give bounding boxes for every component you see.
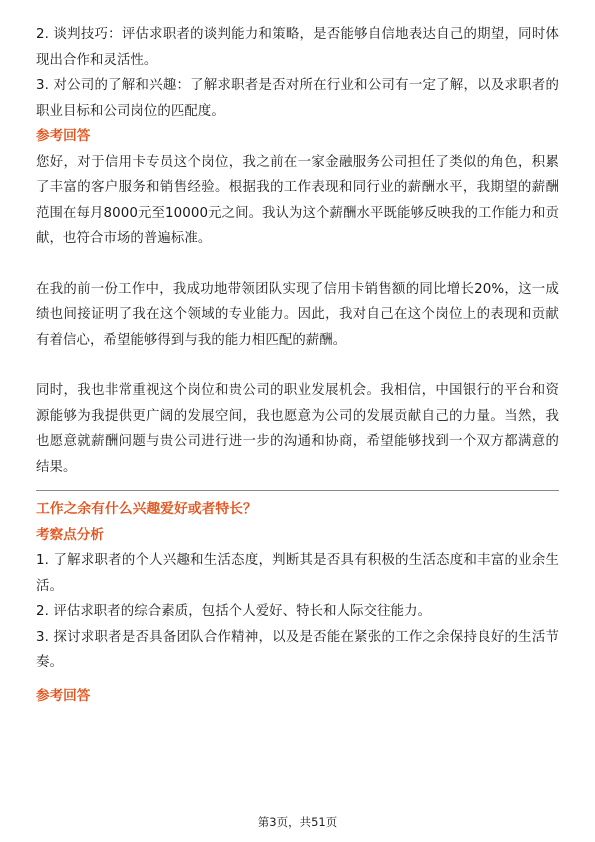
question-heading: 工作之余有什么兴趣爱好或者特长？: [36, 501, 257, 517]
paragraph-spacer: [36, 353, 559, 378]
paragraph-spacer: [36, 252, 559, 277]
answer-paragraph-2: 在我的前一份工作中，我成功地带领团队实现了信用卡销售额的同比增长20%，这一成绩也间接证明了我在这个领域的专业能力。因此，我对自己在这个岗位上的表现和贡献有着信心，希望能够得到与我的能力相匹配的薪酬。: [36, 281, 559, 348]
label-spacer: [36, 676, 559, 684]
reference-answer-label-2: 参考回答: [36, 687, 91, 704]
analysis-point-2: 2. 评估求职者的综合素质，包括个人爱好、特长和人际交往能力。: [36, 604, 432, 619]
evaluation-point-2: 2. 谈判技巧：评估求职者的谈判能力和策略，是否能够自信地表达自己的期望，同时体现出合作和灵活性。: [36, 27, 559, 68]
page-number-footer: 第3页，共51页: [257, 815, 338, 829]
evaluation-point-3: 3. 对公司的了解和兴趣：了解求职者是否对所在行业和公司有一定了解，以及求职者的职业目标和公司岗位的匹配度。: [36, 78, 559, 119]
analysis-point-1: 1. 了解求职者的个人兴趣和生活态度，判断其是否具有积极的生活态度和丰富的业余生活。: [36, 553, 559, 594]
section-divider: [36, 490, 559, 491]
analysis-point-3: 3. 探讨求职者是否具备团队合作精神，以及是否能在紧张的工作之余保持良好的生活节奏。: [36, 629, 559, 670]
analysis-label: 考察点分析: [36, 526, 104, 543]
reference-answer-label: 参考回答: [36, 128, 91, 144]
answer-paragraph-3: 同时，我也非常重视这个岗位和贵公司的职业发展机会。我相信，中国银行的平台和资源能够为我提供更广阔的发展空间，我也愿意为公司的发展贡献自己的力量。当然，我也愿意就薪酬问题与贵公司进行进一步的沟通和协商，希望能够找到一个双方都满意的结果。: [36, 383, 559, 475]
answer-paragraph-1: 您好，对于信用卡专员这个岗位，我之前在一家金融服务公司担任了类似的角色，积累了丰富的客户服务和销售经验。根据我的工作表现和同行业的薪酬水平，我期望的薪酬范围在每月8000元至10000元之间。我认为这个薪酬水平既能够反映我的工作能力和贡献，也符合市场的普遍标准。: [36, 154, 559, 246]
document-page: [36, 22, 559, 709]
